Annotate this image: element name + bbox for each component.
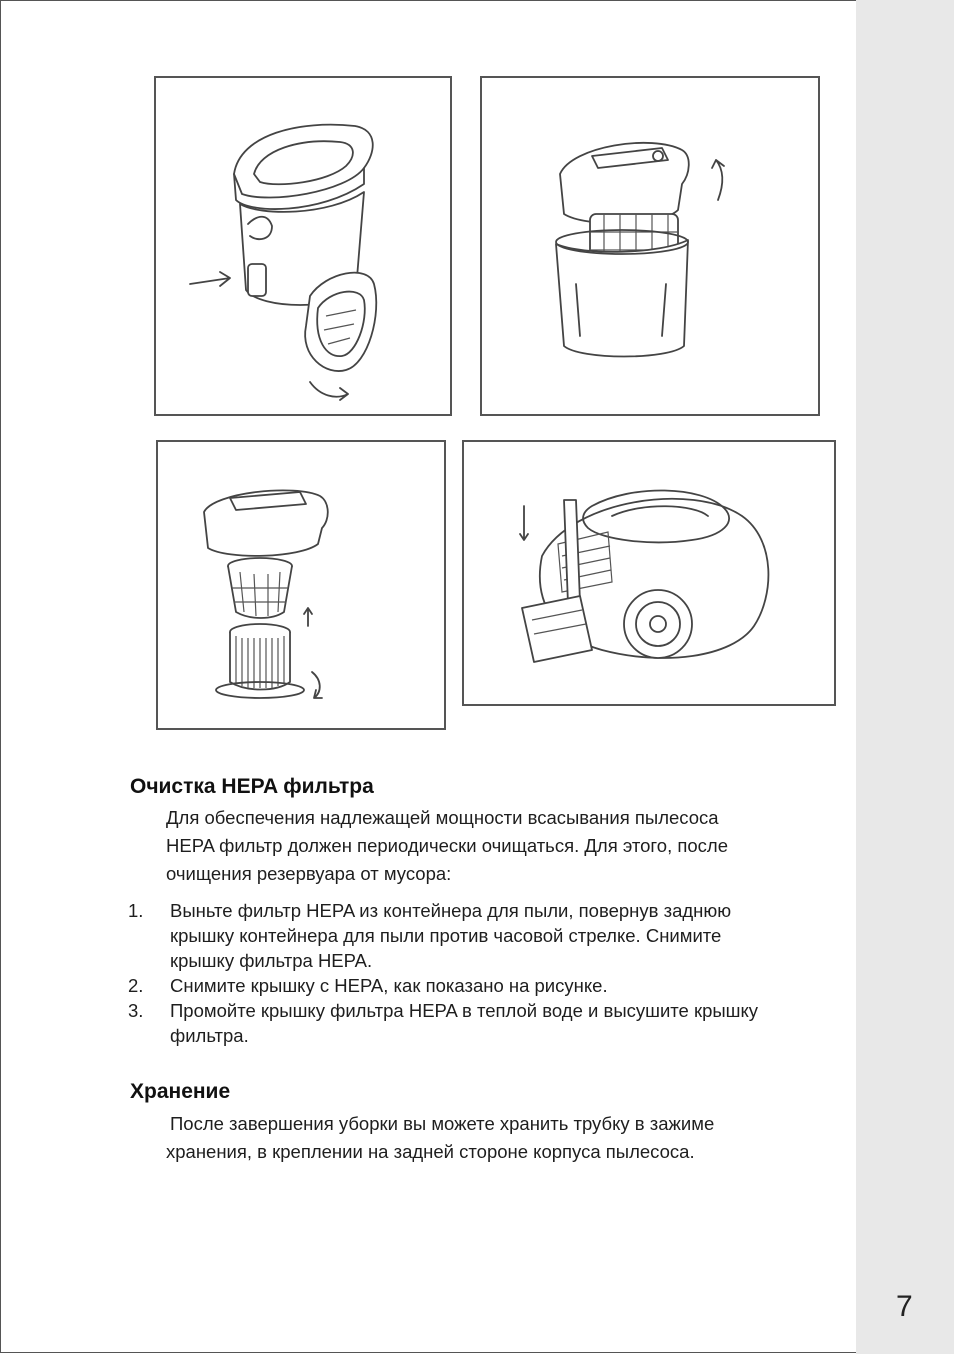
page-margin-strip [856, 0, 954, 1354]
storage-line: После завершения уборки вы можете хранить трубку в зажиме [170, 1113, 715, 1134]
list-item [128, 998, 848, 1048]
hepa-intro-line: HEPA фильтр должен периодически очищаться. Для этого, после [166, 835, 728, 856]
step-line: Снимите крышку с HEPA, как показано на рисунке. [170, 975, 608, 996]
list-item [128, 898, 848, 973]
step-line: крышку фильтра HEPA. [170, 950, 373, 971]
hepa-steps-list [128, 898, 848, 1048]
step-number: 3. [128, 1000, 144, 1021]
storage-text [166, 1110, 846, 1166]
figure-tube-storage [462, 436, 846, 740]
step-line: Выньте фильтр HEPA из контейнера для пыли, повернув заднюю [170, 900, 732, 921]
page-number: 7 [896, 1290, 913, 1323]
list-item [128, 973, 848, 998]
section-title-hepa: Очистка HEPA фильтра [130, 775, 374, 798]
figure-container-rear-cover [150, 64, 462, 426]
figure-lid-lift-off [472, 64, 844, 426]
figure-filter-separation [150, 436, 452, 740]
step-line: Промойте крышку фильтра HEPA в теплой воде и высушите крышку [170, 1000, 759, 1021]
hepa-intro-line: очищения резервуара от мусора: [166, 863, 452, 884]
step-line: крышку контейнера для пыли против часовой стрелке. Снимите [170, 925, 722, 946]
step-number: 1. [128, 900, 144, 921]
storage-line: хранения, в креплении на задней стороне корпуса пылесоса. [166, 1141, 695, 1162]
step-line: фильтра. [170, 1025, 249, 1046]
hepa-intro-line: Для обеспечения надлежащей мощности всасывания пылесоса [166, 807, 719, 828]
hepa-intro [166, 804, 846, 888]
step-number: 2. [128, 975, 144, 996]
section-title-storage: Хранение [130, 1080, 231, 1103]
